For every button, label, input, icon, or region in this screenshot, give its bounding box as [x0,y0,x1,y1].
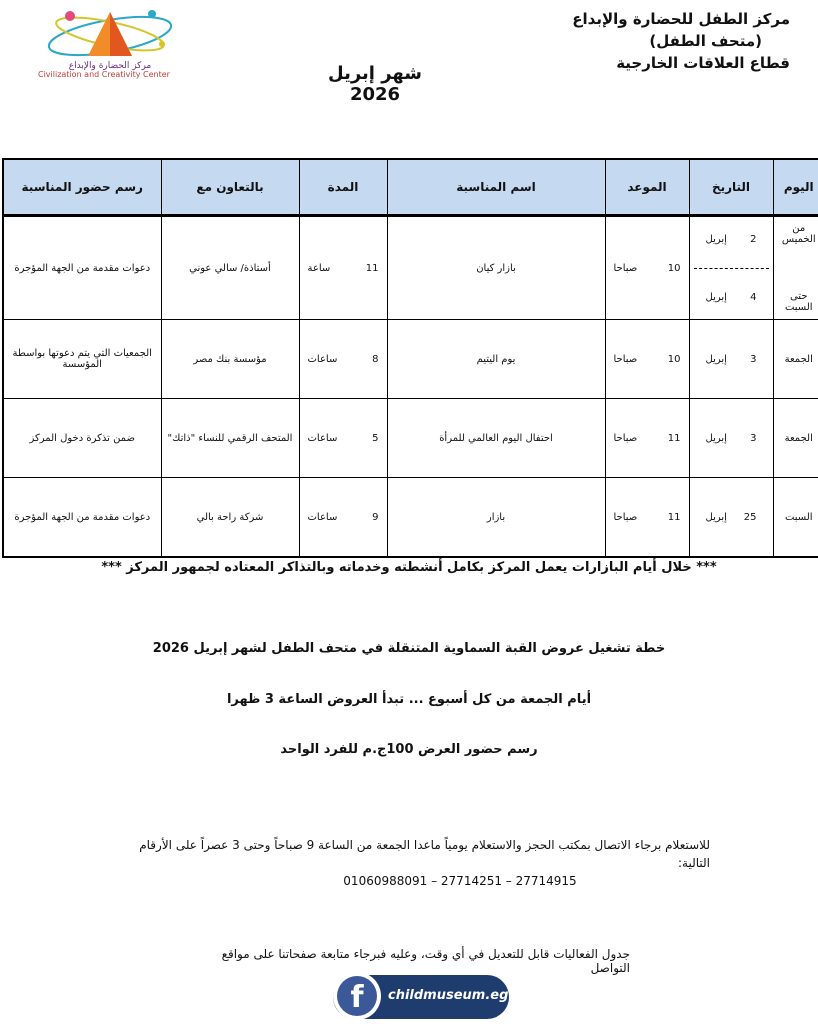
date-month: إبريل [705,353,727,365]
time-num: 11 [667,511,681,523]
bazaar-note: *** خلال أيام البازارات يعمل المركز بكامل أنشطته وخدماته وبالتذاكر المعتاده لجمهور المركز *** [101,560,717,575]
facebook-icon: f [337,976,377,1016]
org-department: قطاع العلاقات الخارجية [616,54,790,72]
time-cell [605,216,689,320]
table-row [3,216,818,320]
time-period: صباحا [613,262,638,274]
fee-cell: ضمن تذكرة دخول المركز [3,399,161,478]
header-fee: رسم حضور المناسبة [3,159,161,216]
planetarium-fee: رسم حضور العرض 100ج.م للفرد الواحد [280,742,538,757]
duration-unit: ساعة [307,262,331,274]
date-divider [694,268,769,269]
header-time: الموعد [605,159,689,216]
month-title: شهر إبريل 2026 [328,63,422,105]
facebook-handle[interactable]: childmuseum.eg [388,988,509,1003]
duration-unit: ساعات [307,511,338,523]
header-duration: المدة [299,159,387,216]
header-date: التاريخ [689,159,773,216]
day-cell: الجمعة [773,399,818,478]
time-cell [605,320,689,399]
event-cell: يوم اليتيم [387,320,605,399]
time-num: 10 [667,262,681,274]
contact-info [110,836,710,890]
date-cell [689,320,773,399]
table-header-row [3,159,818,216]
date-num: 3 [750,432,757,444]
event-cell: بازار كيان [387,216,605,320]
time-num: 11 [667,432,681,444]
date-from-num: 2 [750,233,757,245]
duration-cell [299,478,387,558]
date-num: 25 [743,511,757,523]
org-subtitle: (متحف الطفل) [649,32,762,50]
partner-cell: المتحف الرقمي للنساء "ذاتك" [161,399,299,478]
fee-cell: دعوات مقدمة من الجهة المؤجرة [3,478,161,558]
table-row [3,399,818,478]
event-cell: بازار [387,478,605,558]
schedule-disclaimer: جدول الفعاليات قابل للتعديل في أي وقت، وعليه فبرجاء متابعة صفحاتنا على مواقع التواصل [221,947,630,975]
day-to: حتى السبت [784,291,813,313]
table-row [3,478,818,558]
duration-cell [299,399,387,478]
duration-num: 9 [372,511,379,523]
time-period: صباحا [613,432,638,444]
events-schedule-table [2,158,818,558]
date-to-num: 4 [750,291,757,303]
planetarium-title: خطة تشغيل عروض القبة السماوية المتنقلة في متحف الطفل لشهر إبريل 2026 [152,641,666,656]
header-day: اليوم [773,159,818,216]
header-partner: بالتعاون مع [161,159,299,216]
time-num: 10 [667,353,681,365]
partner-cell: شركة راحة بالي [161,478,299,558]
date-month: إبريل [705,432,727,444]
logo-caption: Civilization and Creativity Center [38,70,170,79]
date-cell [689,216,773,320]
org-name: مركز الطفل للحضارة والإبداع [572,10,790,28]
date-to-month: إبريل [705,291,727,303]
duration-cell [299,320,387,399]
fee-cell: دعوات مقدمة من الجهة المؤجرة [3,216,161,320]
organization-header [530,8,790,74]
header-event: اسم المناسبة [387,159,605,216]
day-cell [773,216,818,320]
duration-num: 5 [372,432,379,444]
event-cell: احتفال اليوم العالمي للمرأة [387,399,605,478]
contact-text: للاستعلام برجاء الاتصال بمكتب الحجز والاستعلام يومياً ماعدا الجمعة من الساعة 9 صباحاً وحتى 3 عصراً على الأرقام التالية: [139,838,710,870]
day-cell: السبت [773,478,818,558]
time-period: صباحا [613,511,638,523]
partner-cell: أستاذة/ سالي عوني [161,216,299,320]
planetarium-schedule: أيام الجمعة من كل أسبوع ... تبدأ العروض الساعة 3 ظهرا [226,692,592,707]
duration-cell [299,216,387,320]
day-cell: الجمعة [773,320,818,399]
date-month: إبريل [705,511,727,523]
logo-arabic-text: مركز الحضارة والإبداع [68,61,152,71]
time-period: صباحا [613,353,638,365]
date-cell [689,478,773,558]
time-cell [605,478,689,558]
table-row [3,320,818,399]
date-num: 3 [750,353,757,365]
date-from-month: إبريل [705,233,727,245]
duration-unit: ساعات [307,432,338,444]
time-cell [605,399,689,478]
day-from: من الخميس [781,223,816,245]
partner-cell: مؤسسة بنك مصر [161,320,299,399]
duration-unit: ساعات [307,353,338,365]
duration-num: 11 [365,262,379,274]
fee-cell: الجمعيات التي يتم دعوتها بواسطة المؤسسة [3,320,161,399]
phone-numbers: 01060988091 – 27714251 – 27714915 [343,874,577,888]
date-cell [689,399,773,478]
duration-num: 8 [372,353,379,365]
